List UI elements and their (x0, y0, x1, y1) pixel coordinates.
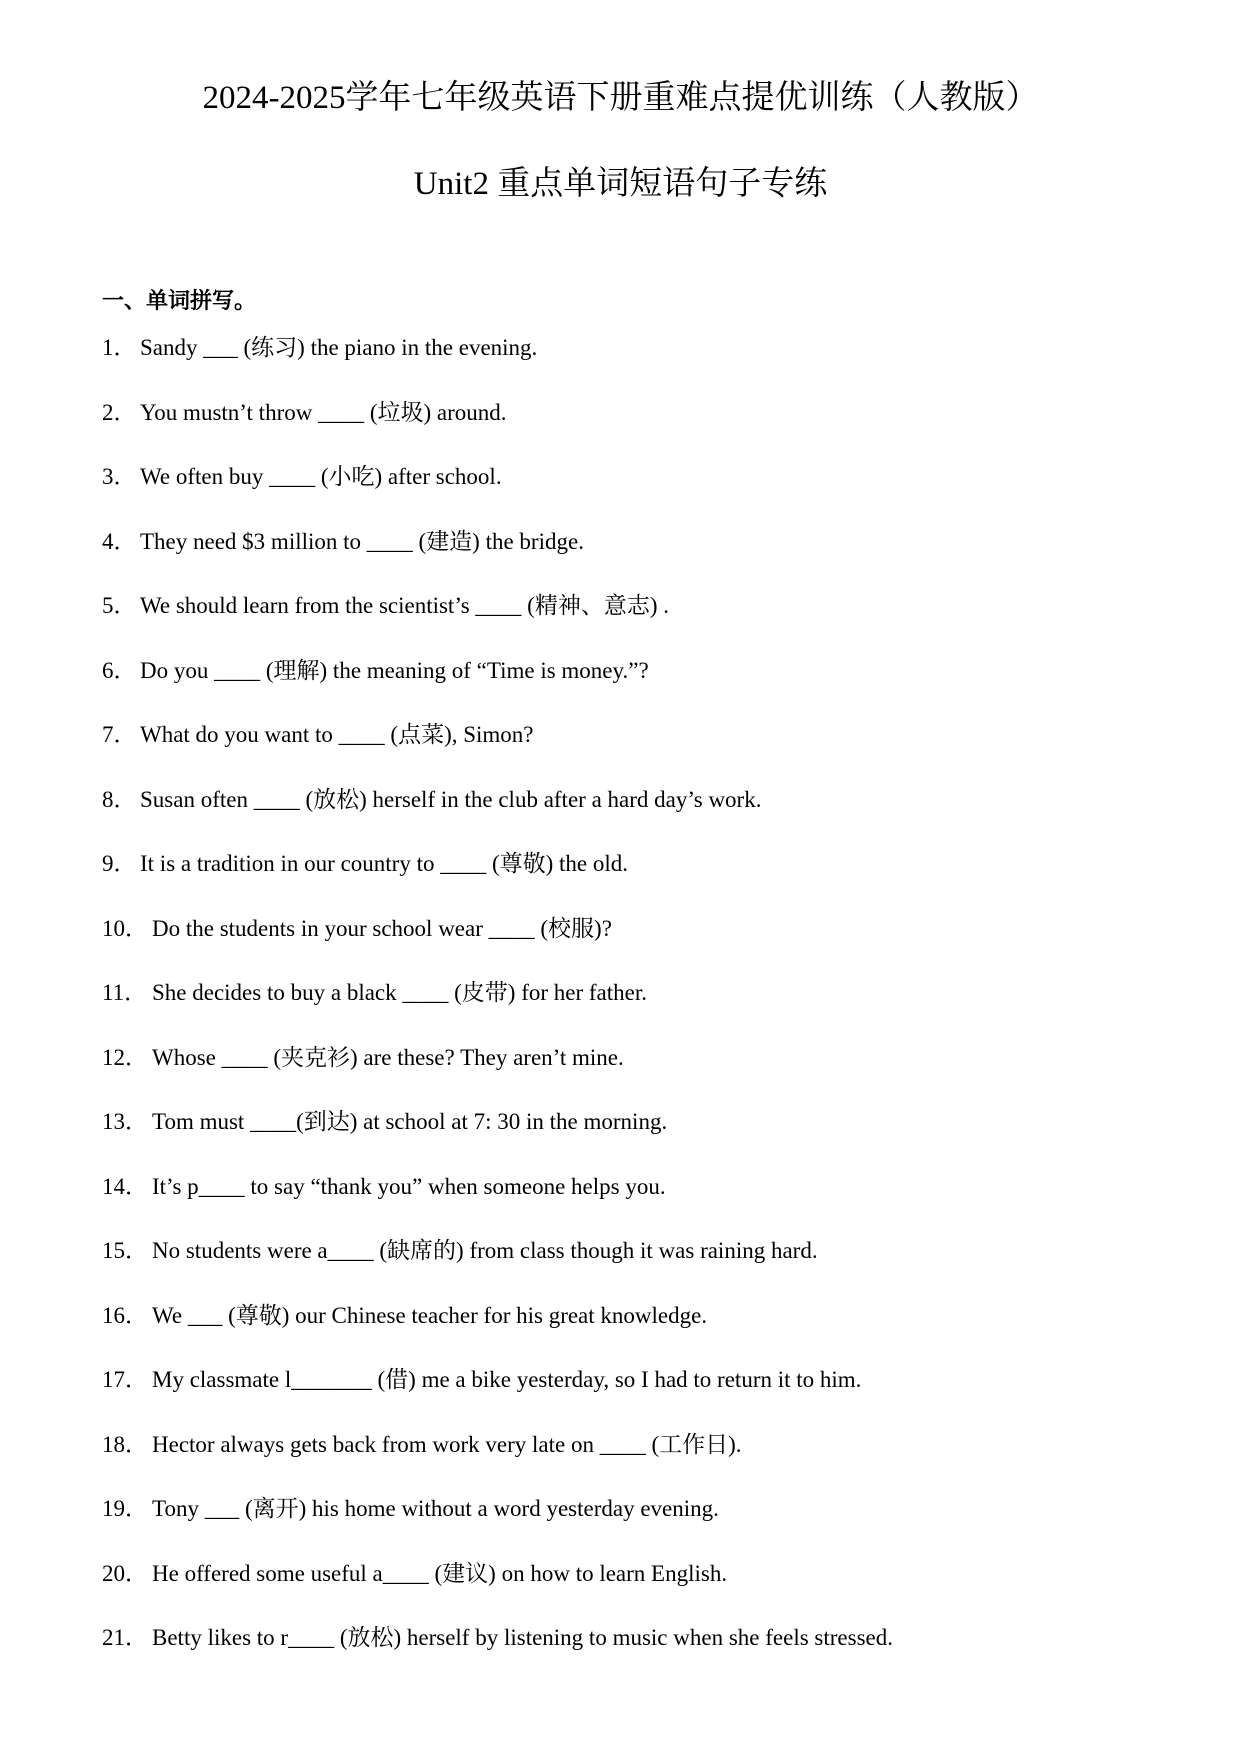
question-item (102, 656, 1182, 721)
question-text: We often buy ____ (小吃) after school. (140, 464, 502, 489)
question-text: He offered some useful a____ (建议) on how to learn English. (152, 1560, 728, 1586)
question-text: She decides to buy a black ____ (皮带) for her father. (152, 980, 647, 1005)
question-number: 1． (102, 335, 137, 360)
question-text: We ___ (尊敬) our Chinese teacher for his great knowledge. (152, 1302, 708, 1328)
question-text: Sandy ___ (练习) the piano in the evening. (140, 335, 538, 360)
question-text: Tony ___ (离开) his home without a word yesterday evening. (152, 1496, 719, 1521)
question-text: What do you want to ____ (点菜), Simon? (140, 722, 534, 747)
question-item (102, 398, 1182, 463)
question-number: 19． (102, 1496, 148, 1521)
question-text: Susan often ____ (放松) herself in the club after a hard day’s work. (140, 786, 762, 812)
question-item (102, 1365, 1182, 1430)
question-number: 14． (102, 1173, 148, 1199)
question-text: It’s p____ to say “thank you” when someone helps you. (152, 1173, 666, 1199)
question-text: Do you ____ (理解) the meaning of “Time is money.”? (140, 657, 649, 683)
question-item (102, 1236, 1182, 1301)
question-item (102, 914, 1182, 979)
question-number: 13． (102, 1109, 148, 1134)
question-number: 12． (102, 1044, 148, 1070)
section-heading: 一、单词拼写。 (102, 288, 257, 313)
question-item (102, 720, 1182, 785)
question-number: 2． (102, 399, 137, 425)
question-item (102, 591, 1182, 656)
document-title: 2024-2025学年七年级英语下册重难点提优训练（人教版） (202, 80, 1039, 116)
question-item (102, 1301, 1182, 1366)
question-number: 21． (102, 1625, 148, 1650)
question-number: 20． (102, 1560, 148, 1586)
question-item (102, 849, 1182, 914)
question-text: You mustn’t throw ____ (垃圾) around. (140, 399, 507, 425)
question-number: 8． (102, 786, 137, 812)
question-item (102, 527, 1182, 592)
question-text: Tom must ____(到达) at school at 7: 30 in the morning. (152, 1109, 668, 1134)
question-number: 9． (102, 851, 137, 876)
question-number: 11． (102, 980, 148, 1005)
question-text: They need $3 million to ____ (建造) the bridge. (140, 528, 584, 554)
question-list (102, 333, 1182, 1688)
question-text: My classmate l_______ (借) me a bike yesterday, so I had to return it to him. (152, 1367, 862, 1392)
document-subtitle: Unit2 重点单词短语句子专练 (413, 166, 828, 202)
question-number: 6． (102, 657, 137, 683)
question-text: Whose ____ (夹克衫) are these? They aren’t mine. (152, 1044, 624, 1070)
question-text: Do the students in your school wear ____ (校服)? (152, 915, 612, 941)
question-number: 4． (102, 528, 137, 554)
question-item (102, 1043, 1182, 1108)
question-item (102, 978, 1182, 1043)
question-number: 3． (102, 464, 137, 489)
question-number: 17． (102, 1367, 148, 1392)
question-number: 18． (102, 1431, 148, 1457)
question-item (102, 1623, 1182, 1688)
question-text: No students were a____ (缺席的) from class though it was raining hard. (152, 1238, 818, 1263)
question-item (102, 1107, 1182, 1172)
question-number: 15． (102, 1238, 148, 1263)
question-item (102, 1494, 1182, 1559)
question-item (102, 1430, 1182, 1495)
question-text: It is a tradition in our country to ____ (尊敬) the old. (140, 851, 629, 876)
question-text: We should learn from the scientist’s ____ (精神、意志) . (140, 593, 669, 618)
question-number: 16． (102, 1302, 148, 1328)
question-number: 7． (102, 722, 137, 747)
question-item (102, 462, 1182, 527)
question-text: Hector always gets back from work very late on ____ (工作日). (152, 1431, 742, 1457)
question-item (102, 1559, 1182, 1624)
question-item (102, 1172, 1182, 1237)
question-number: 5． (102, 593, 137, 618)
question-text: Betty likes to r____ (放松) herself by listening to music when she feels stressed. (152, 1625, 893, 1650)
question-item (102, 785, 1182, 850)
question-item (102, 333, 1182, 398)
question-number: 10． (102, 915, 148, 941)
